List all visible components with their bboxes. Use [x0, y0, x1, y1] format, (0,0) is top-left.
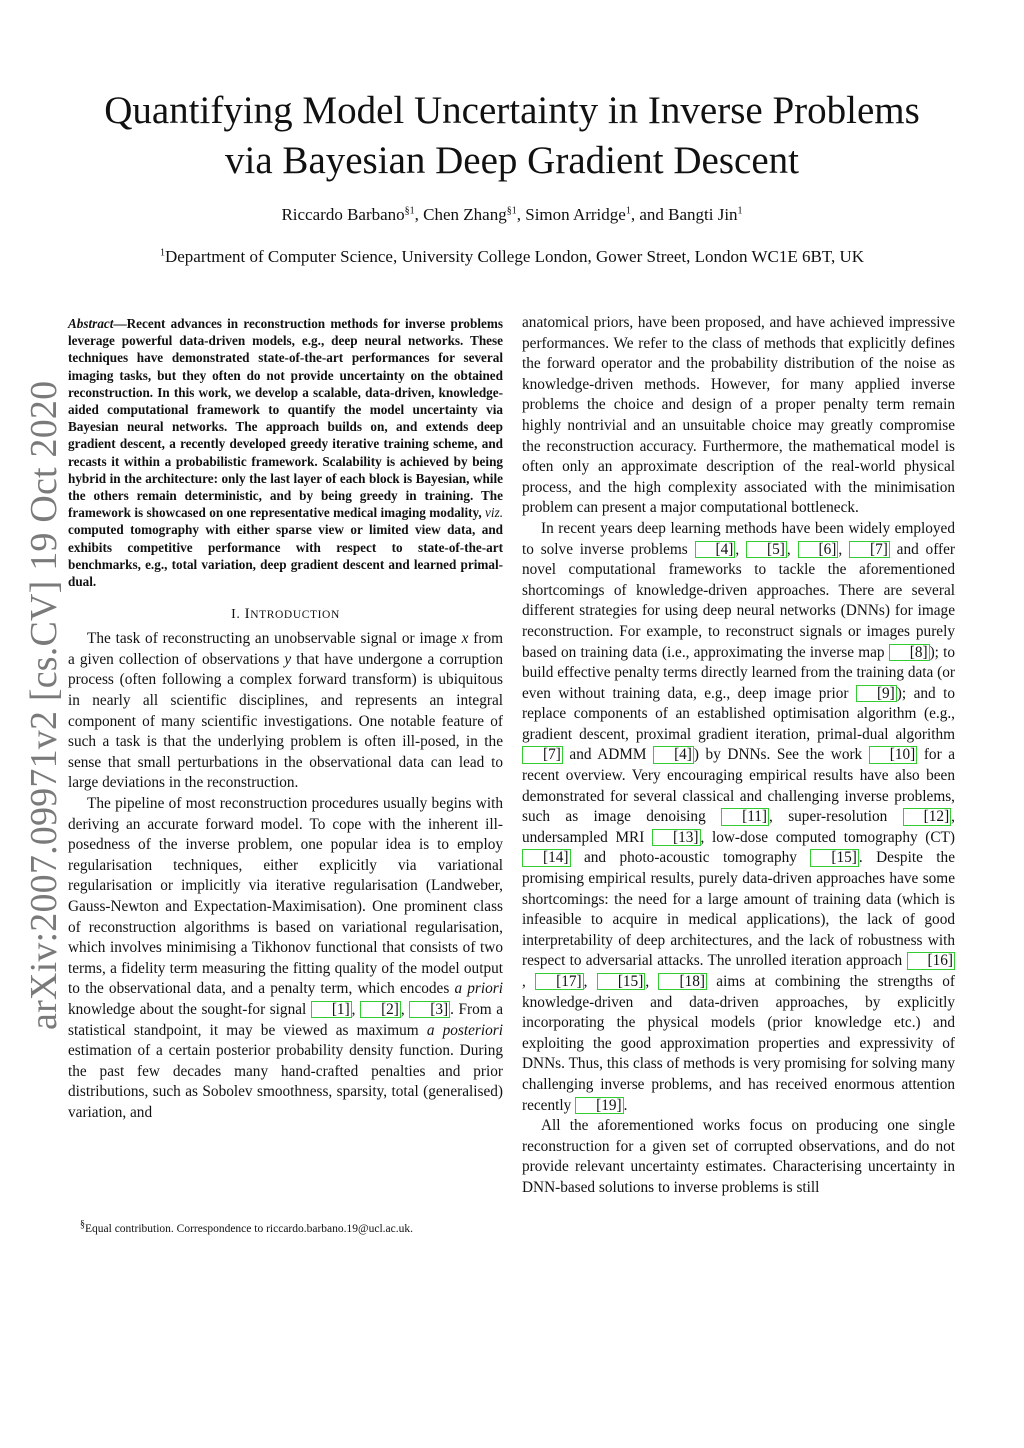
author-mark: 1 — [737, 205, 743, 217]
abstract-text: —Recent advances in reconstruction methods for inverse problems leverage powerful data-driven models, e.g., deep neural networks. These techniques have demonstrated state-of-the-art performances for several imaging tasks, but they often do not provide uncertainty on the obtained reconstruction. In this work, we develop a scalable, data-driven, knowledge-aided computational framework to quantify the model uncertainty via Bayesian neural networks. The approach builds on, and extends deep gradient descent, a recently developed greedy iterative training scheme, and recasts it within a probabilistic framework. Scalability is achieved by being hybrid in the architecture: only the last layer of each block is Bayesian, while the others remain deterministic, and by being greedy in training. The framework is showcased on one representative medical imaging modality, — [68, 316, 503, 521]
text-run: estimation of a certain posterior probability density function. During the past few decades many hand-crafted penalties and prior distributions, such as Sobolev smoothness, sparsity, total (generalised) variation, and — [68, 1042, 503, 1121]
text-run: ) by DNNs. See the work — [693, 746, 869, 764]
text-run: . From a statistical standpoint, it may be viewed as maximum — [68, 1000, 504, 1039]
text-run: , — [735, 540, 747, 558]
text-run: , super-resolution — [769, 808, 903, 826]
abstract-text-end: computed tomography with either sparse view or limited view data, and exhibits competitive performance with respect to state-of-the-art benchmarks, e.g., total variation, deep gradient descent and learned primal-dual. — [68, 522, 503, 590]
emph: a priori — [454, 980, 503, 998]
text-run: and ADMM — [562, 746, 654, 764]
citation-link[interactable]: [12] — [903, 808, 952, 825]
text-run: knowledge about the sought-for signal — [68, 1000, 311, 1018]
author-name: Chen Zhang — [423, 205, 507, 224]
author-separator: , — [516, 205, 526, 224]
author-separator: , — [414, 205, 424, 224]
citation-link[interactable]: [5] — [746, 541, 787, 558]
citation-link[interactable]: [8] — [889, 644, 930, 661]
arxiv-identifier-stamp: arXiv:2007.09971v2 [cs.CV] 19 Oct 2020 — [23, 380, 65, 1030]
citation-link[interactable]: [7] — [522, 746, 563, 763]
text-run: and offer novel computational frameworks to tackle the aforementioned shortcomings of knowledge-driven approaches. There are several different strategies for using deep neural networks (DNNs) for image reconstruction. For example, to reconstruct signals or images purely based on training data (i.e., approximating the inverse map — [522, 540, 955, 661]
author-name: Bangti Jin — [668, 205, 738, 224]
left-column — [68, 315, 503, 1124]
author-mark: §1 — [404, 205, 415, 217]
footnote-text: Equal contribution. Correspondence to riccardo.barbano.19@ucl.ac.uk. — [85, 1222, 414, 1235]
citation-link[interactable]: [16] — [907, 952, 956, 969]
text-run: The task of reconstructing an unobservable signal or image — [87, 630, 462, 648]
citation-link[interactable]: [18] — [658, 973, 707, 990]
title-line-2: via Bayesian Deep Gradient Descent — [225, 139, 799, 182]
footnote-mark: § — [80, 1219, 85, 1230]
text-run: and photo-acoustic tomography — [570, 849, 811, 867]
math-var: y — [284, 650, 292, 668]
section-title-rest: NTRODUCTION — [250, 609, 340, 622]
text-run: , — [786, 540, 798, 558]
abstract-viz: viz. — [485, 505, 503, 521]
text-run: , — [645, 973, 659, 990]
text-run: , undersampled MRI — [522, 808, 955, 846]
text-run: , — [583, 973, 597, 990]
author-list — [60, 205, 964, 225]
text-run: ); and to replace components of an established optimisation algorithm (e.g., gradient descent, proximal gradient iteration, primal-dual algorithm — [522, 684, 955, 743]
affiliation-mark: 1 — [159, 247, 165, 259]
text-run: . Despite the promising empirical results, purely data-driven approaches have some shortcomings: the need for a large amount of training data (which is infeasible to acquire in medical applications), the lack of good interpretability of deep architectures, and the lack of robustness with respect to adversarial attacks. The unrolled iteration approach — [522, 849, 955, 970]
paper-title — [60, 86, 964, 186]
text-run: , — [522, 973, 536, 990]
citation-link[interactable]: [11] — [721, 808, 769, 825]
intro-paragraph-1 — [68, 629, 503, 794]
author-name: Simon Arridge — [525, 205, 626, 224]
citation-link[interactable]: [6] — [798, 541, 839, 558]
citation-link[interactable]: [1] — [311, 1001, 352, 1018]
text-run: . — [623, 1096, 628, 1114]
citation-link[interactable]: [15] — [597, 973, 646, 990]
section-number: I. — [231, 607, 245, 623]
intro-paragraph-2 — [68, 794, 503, 1124]
abstract-label: Abstract — [68, 316, 114, 331]
author-mark: §1 — [506, 205, 517, 217]
citation-link[interactable]: [9] — [856, 685, 897, 702]
citation-link[interactable]: [14] — [522, 849, 571, 866]
text-run: , low-dose computed tomography (CT) — [700, 828, 955, 846]
author-separator: , and — [630, 205, 669, 224]
author-name: Riccardo Barbano — [281, 205, 405, 224]
text-run: for a recent overview. Very encouraging empirical results have also been demonstrated for several classical and challenging inverse problems, such as image denoising — [522, 746, 956, 826]
abstract — [68, 315, 503, 590]
footnote — [80, 1219, 520, 1235]
affiliation-text: Department of Computer Science, University College London, Gower Street, London WC1E 6BT, UK — [164, 247, 865, 266]
text-run: In recent years deep learning methods have been widely employed to solve inverse problems — [522, 519, 955, 558]
section-initial: I — [244, 606, 251, 623]
text-run: , — [351, 1000, 361, 1018]
right-column — [522, 313, 955, 1199]
citation-link[interactable]: [4] — [695, 541, 736, 558]
citation-link[interactable]: [4] — [653, 746, 694, 763]
citation-link[interactable]: [17] — [535, 973, 584, 990]
citation-link[interactable]: [10] — [869, 746, 918, 763]
text-run: , — [400, 1000, 410, 1018]
citation-link[interactable]: [15] — [810, 849, 859, 866]
title-line-1: Quantifying Model Uncertainty in Inverse Problems — [104, 89, 920, 132]
citation-link[interactable]: [3] — [409, 1001, 450, 1018]
text-run: that have undergone a corruption process (often following a complex forward transform) is ubiquitous in nearly all scientific disciplines, and represents an integral component of many scientific investigations. One notable feature of such a task is that the underlying problem is often ill-posed, in the sense that small perturbations in the observational data can lead to large deviations in the reconstruction. — [68, 650, 503, 792]
right-paragraph-3: All the aforementioned works focus on producing one single reconstruction for a given set of corrupted observations, and do not provide relevant uncertainty estimates. Characterising uncertainty in DNN-based solutions to inverse problems is still — [522, 1117, 955, 1196]
citation-link[interactable]: [2] — [360, 1001, 401, 1018]
text-run: from a given collection of observations — [68, 630, 503, 668]
text-run: ); to build effective penalty terms directly learned from the training data (or even without training data, e.g., deep image prior — [522, 643, 955, 702]
section-heading-introduction — [68, 606, 503, 623]
math-var: x — [461, 630, 469, 648]
right-paragraph-2 — [522, 519, 955, 1116]
citation-link[interactable]: [13] — [652, 829, 701, 846]
citation-link[interactable]: [7] — [849, 541, 890, 558]
text-run: , — [838, 540, 849, 558]
author-mark: 1 — [625, 205, 631, 217]
text-run: The pipeline of most reconstruction procedures usually begins with deriving an accurate forward model. To cope with the inherent ill-posedness of the inverse problem, one popular idea is to employ regularisation techniques, either explicitly via variational regularisation or implicitly via iterative regularisation (Landweber, Gauss-Newton and Expectation-Maximisation). One prominent class of reconstruction algorithms is based on variational regularisation, which involves minimising a Tikhonov functional that consists of two terms, a fidelity term measuring the fitting quality of the model output to the observational data, and a penalty term, which encodes — [68, 795, 503, 998]
affiliation — [60, 247, 964, 267]
right-paragraph-1: anatomical priors, have been proposed, and have achieved impressive performances. We refer to the class of methods that explicitly defines the forward operator and the probability distribution of the noise as knowledge-driven methods. However, for many applied inverse problems the choice and design of a proper penalty term remain highly nontrivial and an unsuitable choice may greatly compromise the reconstruction accuracy. Furthermore, the mathematical model is often only an approximate description of the real-world physical process, and the high complexity associated with the minimisation problem can present a major computational bottleneck. — [522, 314, 955, 517]
emph: a posteriori — [426, 1021, 503, 1039]
citation-link[interactable]: [19] — [575, 1097, 624, 1114]
text-run: aims at combining the strengths of knowledge-driven and data-driven approaches, by explicitly incorporating the physical models (prior knowledge etc.) and exploiting the good approximation properties and expressivity of DNNs. Thus, this class of methods is very promising for solving many challenging inverse problems, and has received enormous attention recently — [522, 973, 955, 1114]
